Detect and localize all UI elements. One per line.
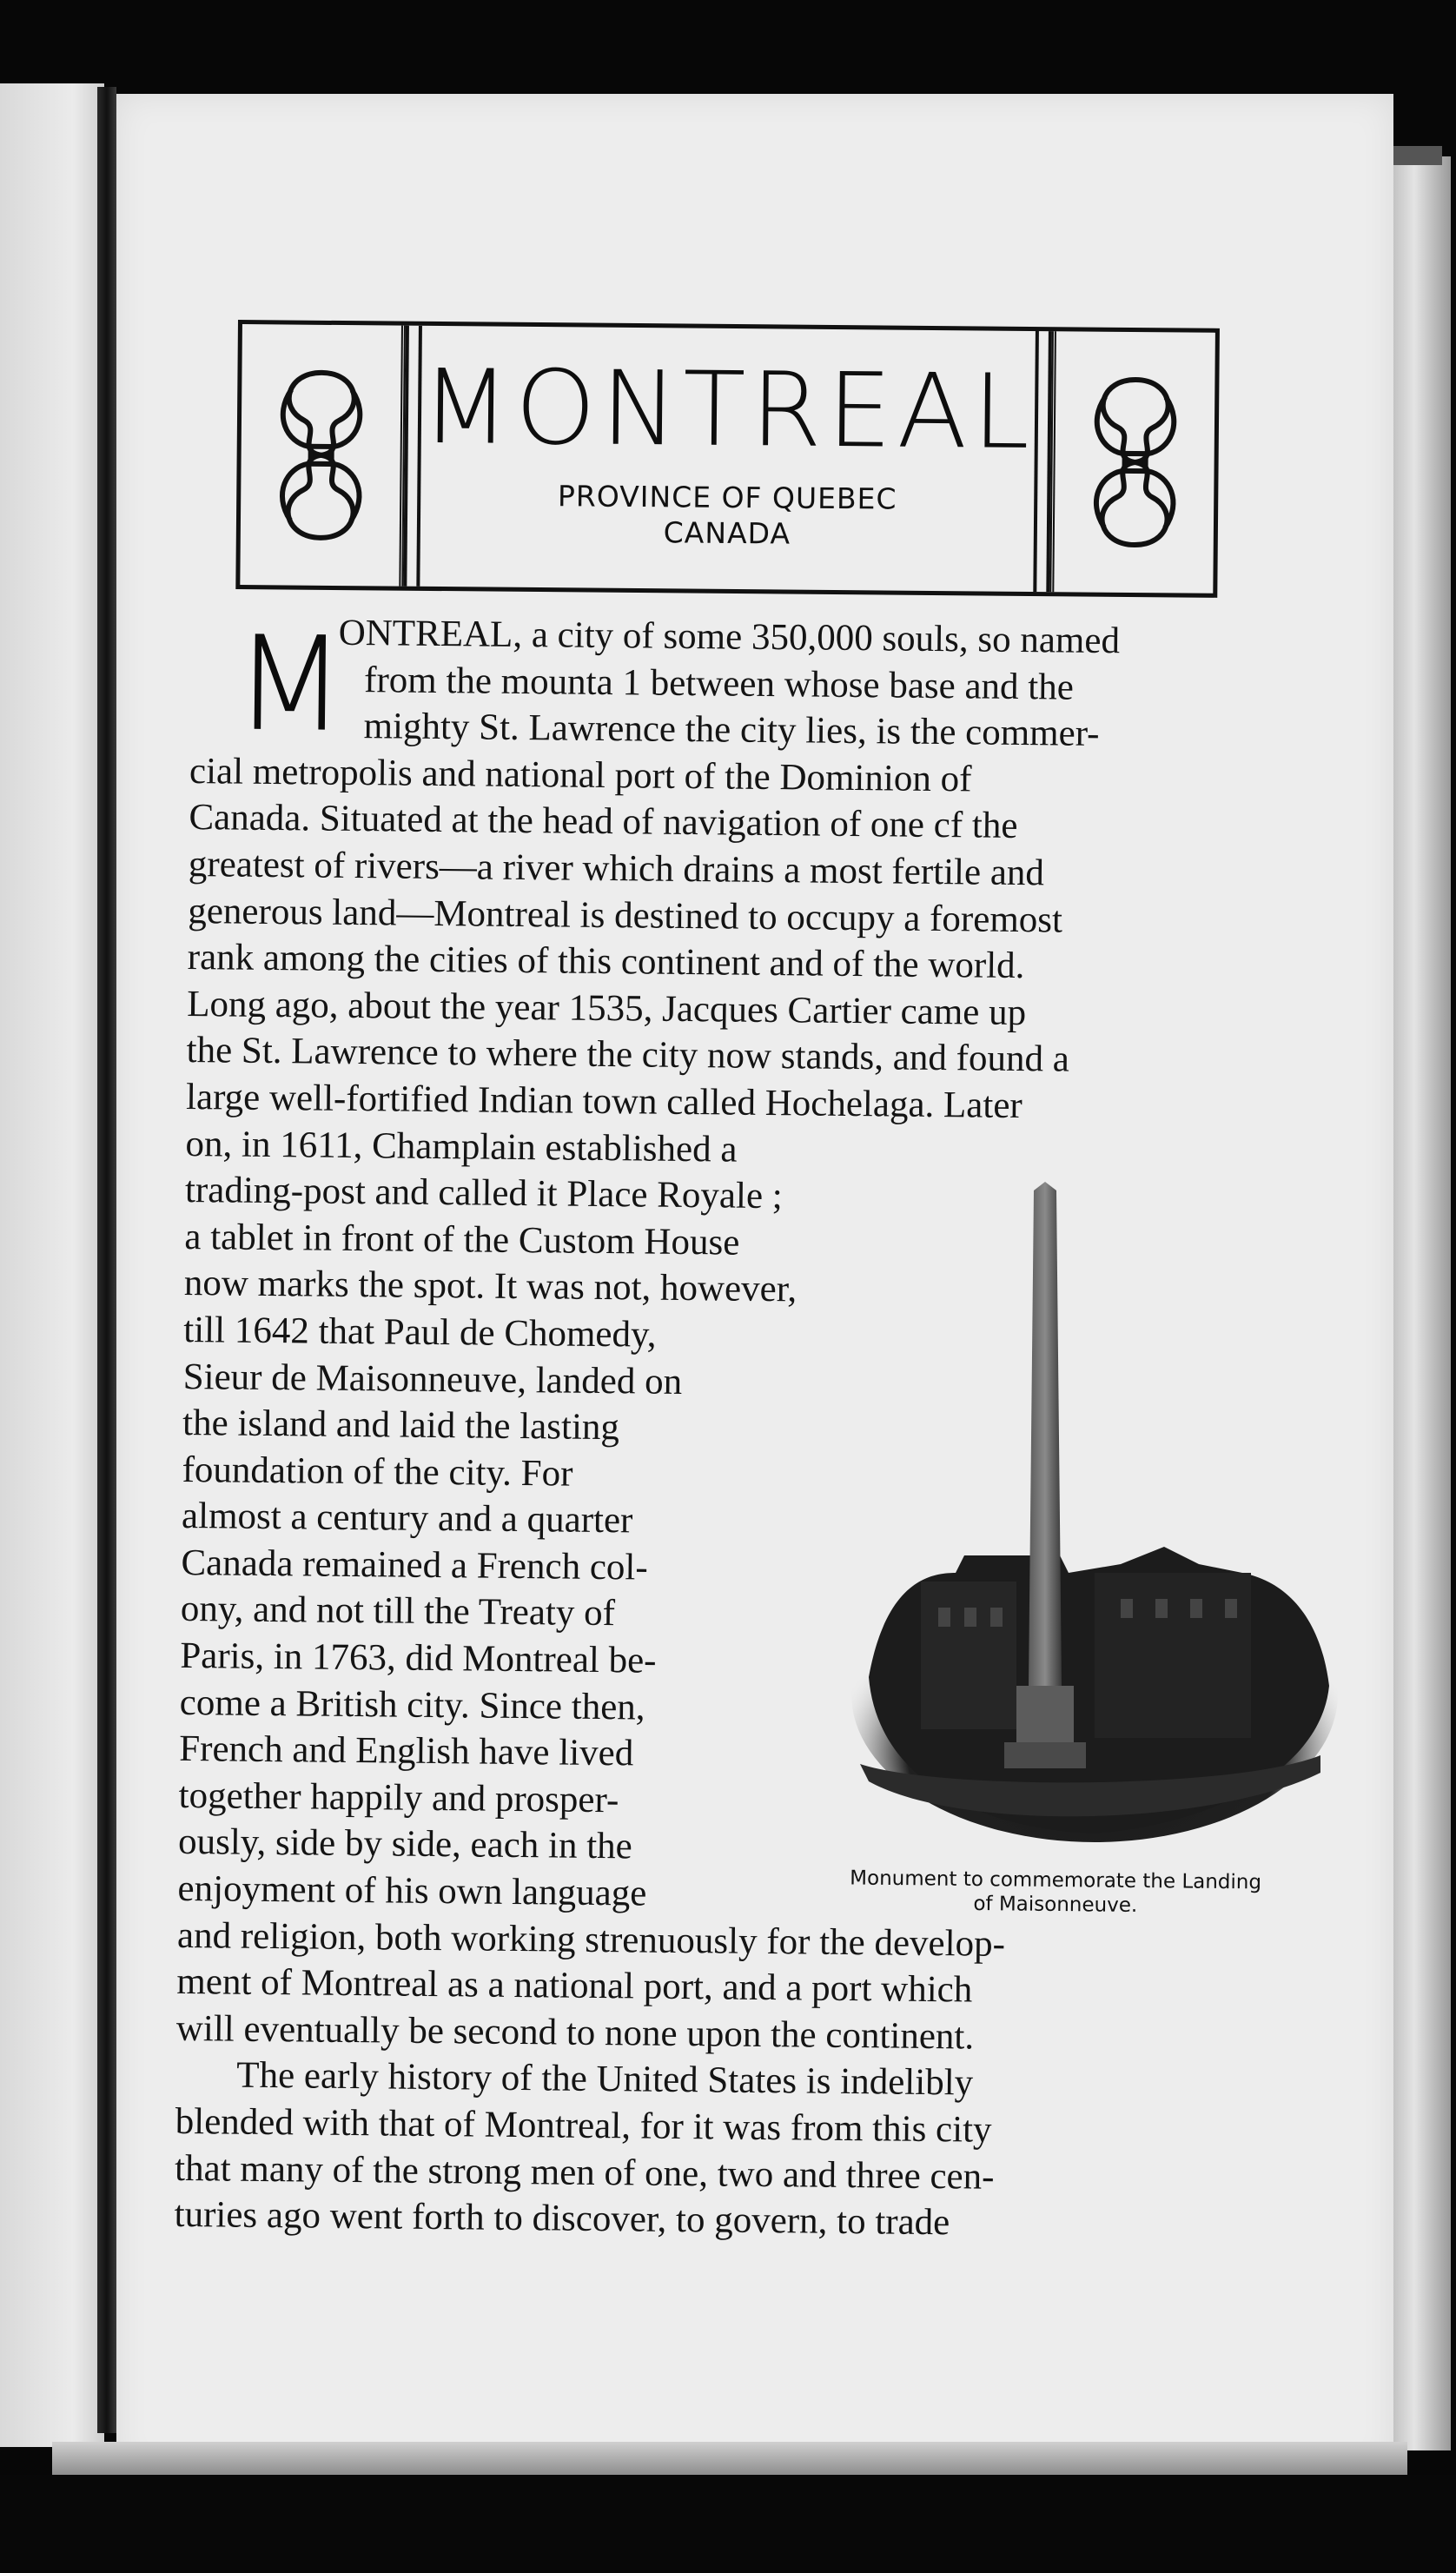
scroll-ornament-icon: [268, 355, 374, 555]
article-line: The early history of the United States is indelibly: [236, 2055, 974, 2104]
title-center: [420, 326, 1036, 592]
article-line: will eventually be second to none upon the continent.: [175, 2007, 975, 2058]
page-bottom-edge: [52, 2442, 1407, 2477]
article-line: mighty St. Lawrence the city lies, is the commer-: [363, 706, 1100, 755]
article-line: Paris, in 1763, did Montreal be-: [180, 1635, 657, 1681]
article-line: ously, side by side, each in the: [177, 1821, 633, 1867]
article-line: trading-post and called it Place Royale ;: [184, 1170, 783, 1217]
article-line: generous land—Montreal is destined to occupy a foremost: [188, 890, 1063, 941]
adjacent-page-strip: [0, 83, 104, 2447]
binding-gutter: [97, 87, 116, 2433]
article-line: come a British city. Since then,: [179, 1681, 645, 1728]
article-line: now marks the spot. It was not, however,: [183, 1263, 797, 1310]
article-line: rank among the cities of this continent and of the world.: [187, 937, 1025, 987]
subtitle-country: CANADA: [663, 515, 791, 551]
caption-line-1: Monument to commemorate the Landing: [850, 1867, 1262, 1894]
scan-bottom-shadow: [0, 2475, 1456, 2573]
article-line: Canada remained a French col-: [181, 1542, 648, 1588]
article-line: large well-fortified Indian town called Hochelaga. Later: [185, 1076, 1023, 1126]
article-line: foundation of the city. For: [182, 1449, 573, 1495]
article-line: ony, and not till the Treaty of: [180, 1588, 616, 1635]
article-line: a tablet in front of the Custom House: [184, 1216, 740, 1263]
title-block: [235, 320, 1220, 598]
monument-photo: [834, 1164, 1338, 1851]
article-line: till 1642 that Paul de Chomedy,: [183, 1309, 657, 1356]
ornament-right: [1049, 331, 1215, 594]
title-subtitle: [420, 477, 1035, 554]
article-line: Canada. Situated at the head of navigation of one cf the: [189, 797, 1018, 847]
article-line: enjoyment of his own language: [177, 1867, 647, 1914]
article-line: blended with that of Montreal, for it was from this city: [175, 2100, 992, 2151]
article-line: the St. Lawrence to where the city now stands, and found a: [186, 1030, 1070, 1080]
caption-line-2: of Maisonneuve.: [973, 1893, 1138, 1917]
article-line: from the mounta 1 between whose base and the: [363, 659, 1075, 708]
figure-caption: [821, 1866, 1291, 1920]
article-line: and religion, both working strenuously for the develop-: [176, 1914, 1006, 1965]
article-line: turies ago went forth to discover, to govern, to trade: [174, 2194, 950, 2244]
article-line: ment of Montreal as a national port, and a port which: [176, 1961, 973, 2011]
page-title: MONTREAL: [420, 346, 1036, 473]
article-line: on, in 1611, Champlain established a: [185, 1123, 738, 1170]
article-line: greatest of rivers—a river which drains a most fertile and: [188, 843, 1045, 894]
article-line: Sieur de Maisonneuve, landed on: [182, 1356, 683, 1403]
article-line: cial metropolis and national port of the Dominion of: [189, 750, 972, 800]
article-line: together happily and prosper-: [178, 1774, 619, 1821]
title-rule-right: [1033, 331, 1052, 592]
article-line: almost a century and a quarter: [181, 1495, 633, 1542]
article-line: French and English have lived: [179, 1728, 634, 1774]
scroll-ornament-icon: [1082, 361, 1188, 562]
page-edge-tab: [1390, 146, 1442, 165]
article-line: ONTREAL, a city of some 350,000 souls, so named: [338, 612, 1121, 662]
article-line: Long ago, about the year 1535, Jacques Cartier came up: [186, 983, 1027, 1033]
drop-cap: M: [233, 608, 347, 761]
title-rule-left: [403, 326, 422, 587]
article-line: that many of the strong men of one, two and three cen-: [174, 2147, 995, 2198]
subtitle-province: PROVINCE OF QUEBEC: [557, 479, 897, 516]
page-edge-right: [1390, 156, 1451, 2450]
article-line: the island and laid the lasting: [182, 1403, 620, 1449]
ornament-left: [240, 324, 406, 587]
